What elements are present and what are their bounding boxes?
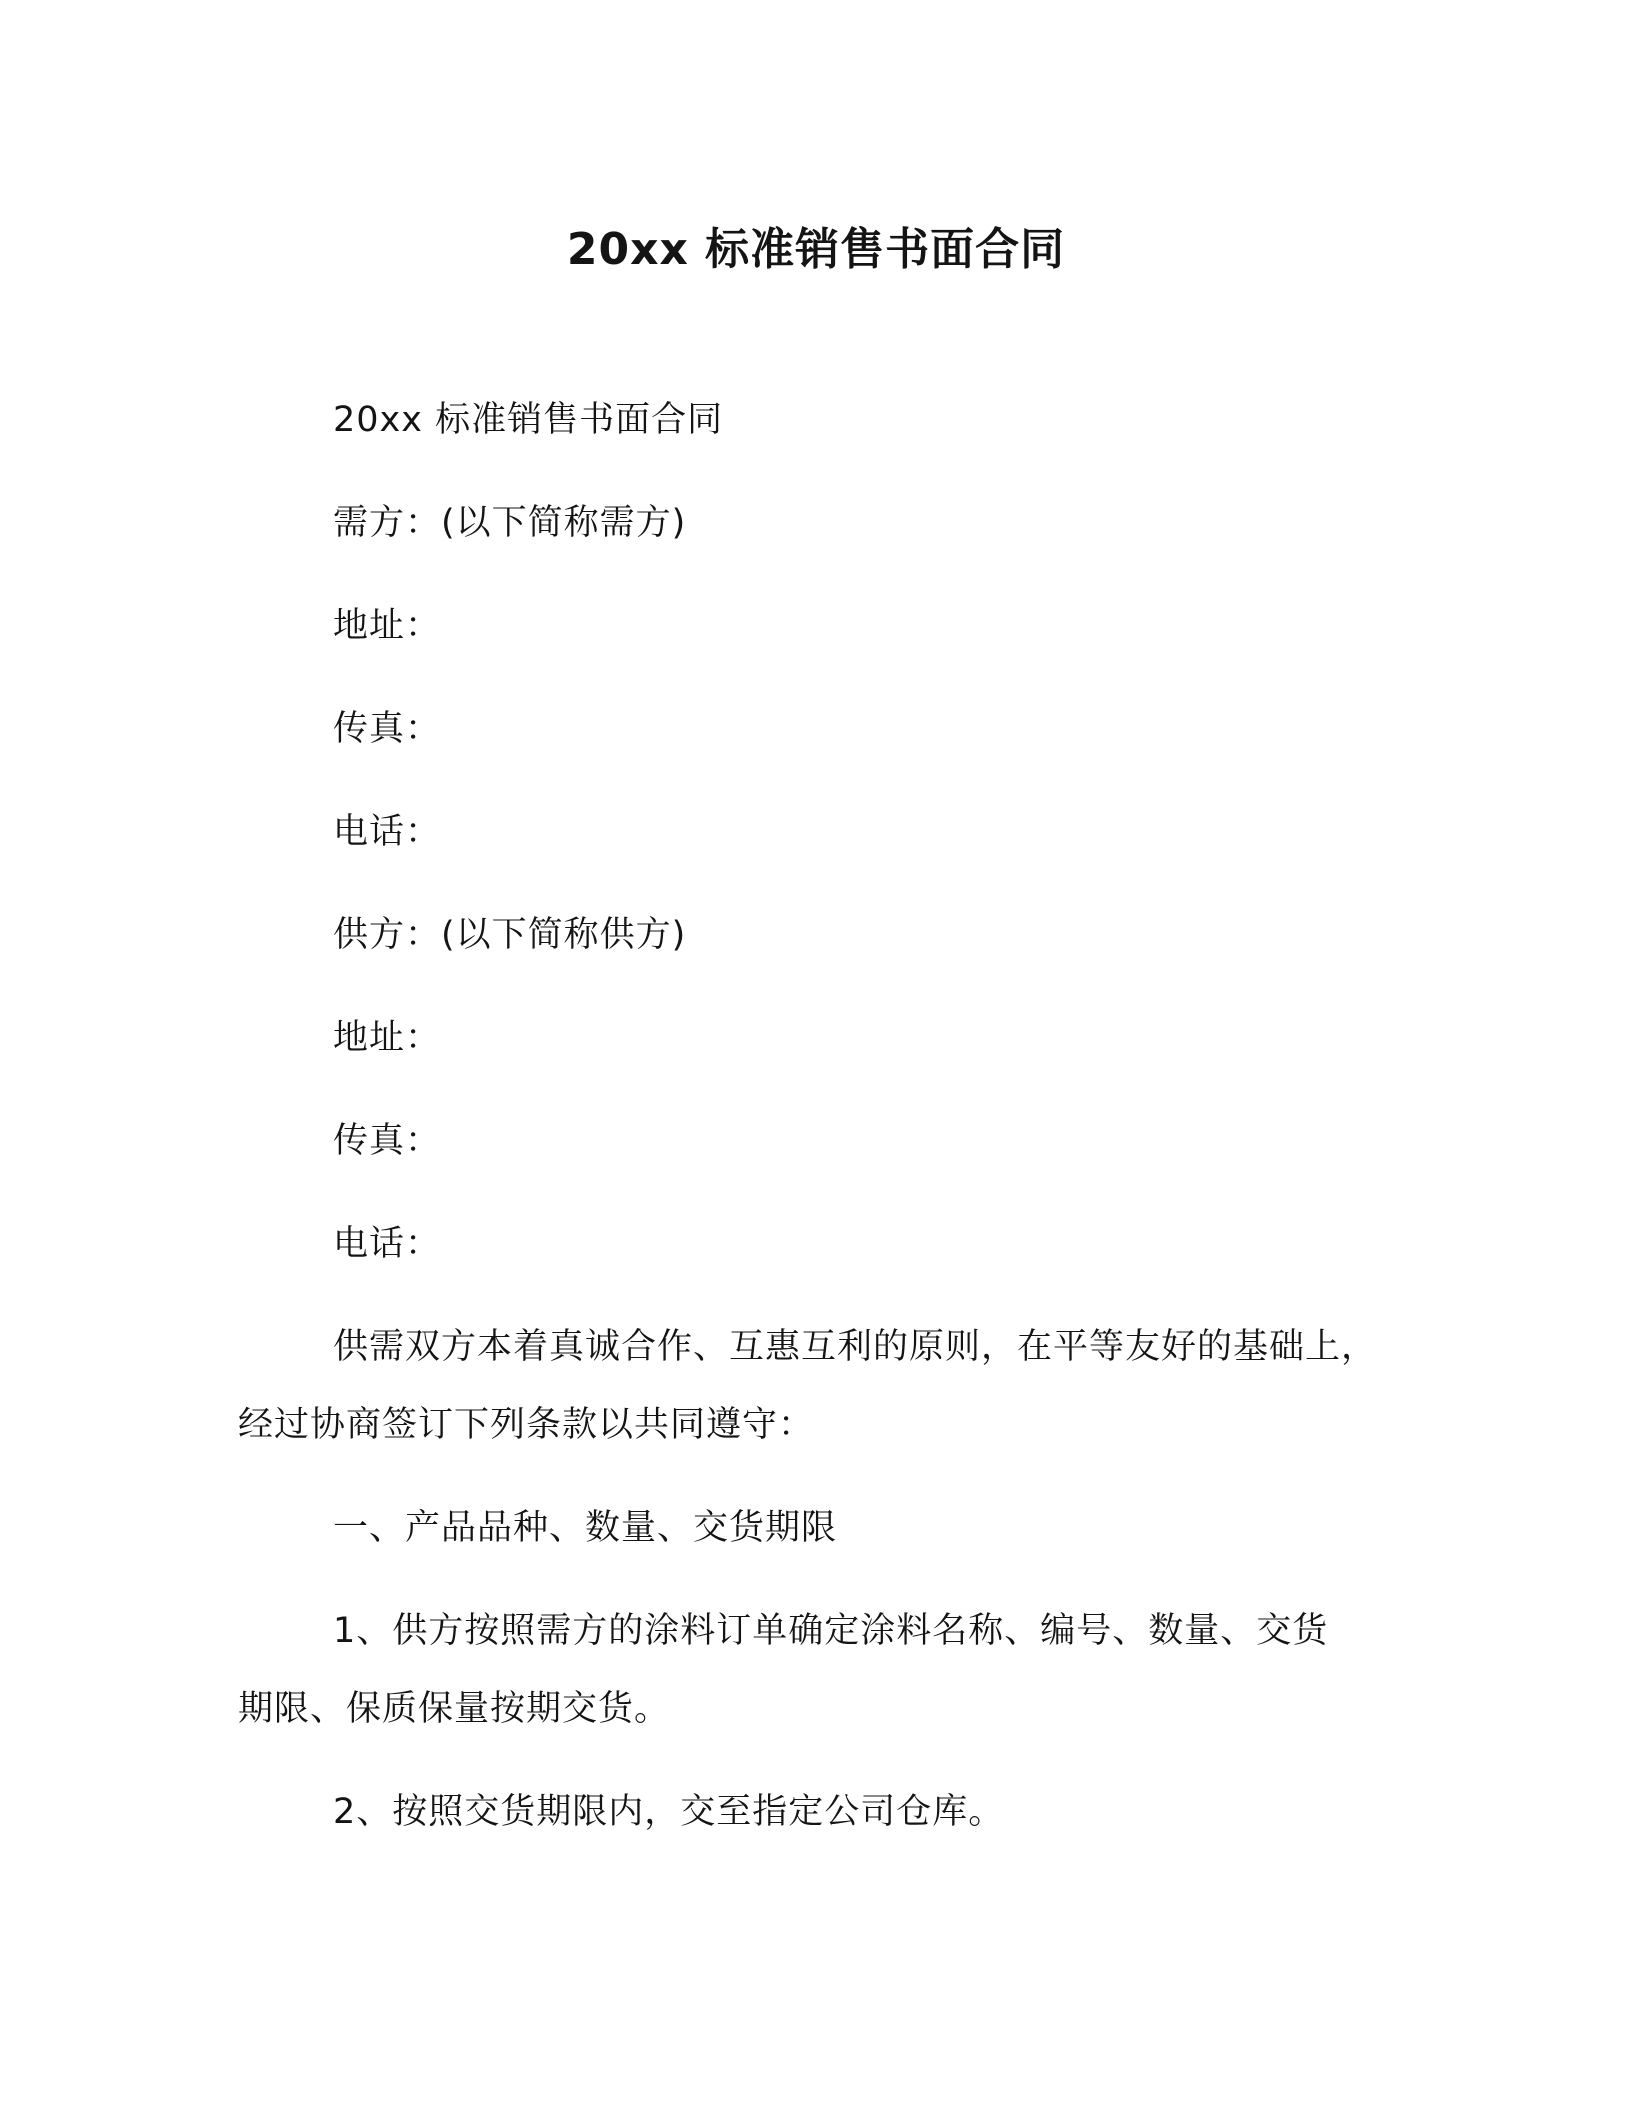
seller-line: 供方：(以下简称供方) (333, 915, 687, 955)
document-title: 20xx 标准销售书面合同 (566, 224, 1066, 275)
buyer-phone-line: 电话： (333, 812, 442, 852)
intro-paragraph-line-1: 供需双方本着真诚合作、互惠互利的原则，在平等友好的基础上， (333, 1327, 1378, 1367)
intro-paragraph-line-2: 经过协商签订下列条款以共同遵守： (238, 1405, 815, 1445)
seller-phone-line: 电话： (333, 1224, 442, 1264)
clause-2-line: 2、按照交货期限内，交至指定公司仓库。 (333, 1792, 1005, 1832)
contract-heading: 20xx 标准销售书面合同 (333, 400, 724, 440)
buyer-fax-line: 传真： (333, 709, 442, 749)
section-heading-1: 一、产品品种、数量、交货期限 (333, 1508, 838, 1548)
clause-1-line-1: 1、供方按照需方的涂料订单确定涂料名称、编号、数量、交货 (333, 1611, 1329, 1651)
buyer-line: 需方：(以下简称需方) (333, 503, 687, 543)
clause-1-line-2: 期限、保质保量按期交货。 (238, 1689, 671, 1729)
seller-fax-line: 传真： (333, 1121, 442, 1161)
buyer-address-line: 地址： (333, 606, 442, 646)
seller-address-line: 地址： (333, 1018, 442, 1058)
